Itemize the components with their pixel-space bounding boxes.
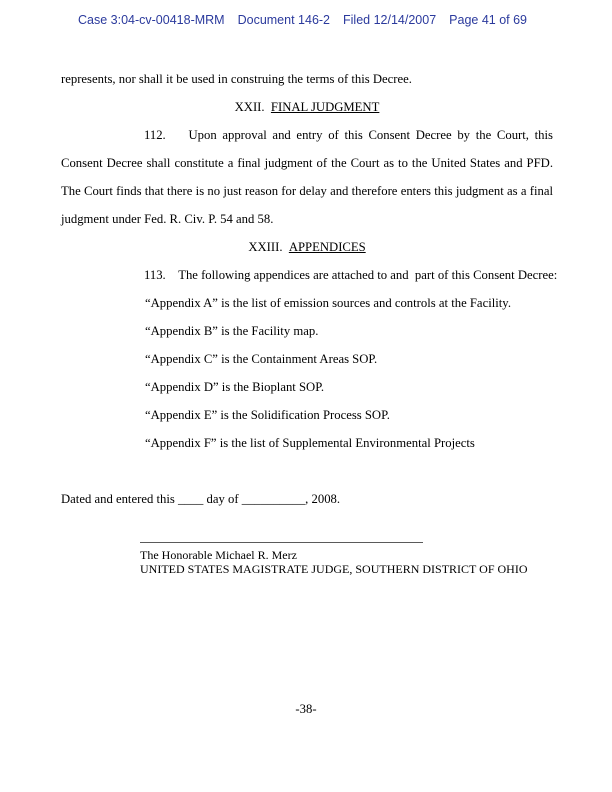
page-number: -38- xyxy=(295,702,317,716)
judge-name: The Honorable Michael R. Merz xyxy=(140,548,297,562)
section-number: XXII. xyxy=(234,100,265,114)
appendix-item: “Appendix E” is the Solidification Process SOP. xyxy=(145,408,390,422)
paragraph-113: 113. The following appendices are attached to and part of this Consent Decree: xyxy=(144,268,558,282)
section-title: APPENDICES xyxy=(288,240,366,254)
dated-line: Dated and entered this ____ day of __________, 2008. xyxy=(61,492,341,506)
spacer xyxy=(61,457,553,485)
header-document-number: Document 146-2 xyxy=(237,13,331,27)
intro-line: represents, nor shall it be used in construing the terms of this Decree. xyxy=(61,72,412,86)
header-filed-date: Filed 12/14/2007 xyxy=(343,13,437,27)
signature-line xyxy=(140,542,423,543)
section-heading-xxiii xyxy=(61,233,553,261)
appendix-item: “Appendix F” is the list of Supplemental Environmental Projects xyxy=(145,436,475,450)
section-title: FINAL JUDGMENT xyxy=(270,100,380,114)
header-page-count: Page 41 of 69 xyxy=(449,13,528,27)
paragraph-112: 112. Upon approval and entry of this Consent Decree by the Court, this Consent Decree shall constitute a final judgment of the Court as to the United States and PFD. The Court finds that there is no just reason for delay and therefore enters this judgment as a final judgment under Fed. R. Civ. P. 54 and 58. xyxy=(61,128,560,226)
header-case-number: Case 3:04-cv-00418-MRM xyxy=(78,13,225,27)
appendix-item: “Appendix C” is the Containment Areas SOP. xyxy=(145,352,378,366)
section-number: XXIII. xyxy=(248,240,283,254)
document-body xyxy=(61,65,560,513)
appendix-list xyxy=(61,289,553,457)
appendix-item: “Appendix B” is the Facility map. xyxy=(145,324,319,338)
judge-title: UNITED STATES MAGISTRATE JUDGE, SOUTHERN DISTRICT OF OHIO xyxy=(140,561,528,576)
appendix-item: “Appendix A” is the list of emission sources and controls at the Facility. xyxy=(145,296,511,310)
appendix-item: “Appendix D” is the Bioplant SOP. xyxy=(145,380,325,394)
section-heading-xxii xyxy=(61,93,553,121)
pacer-stamp-header xyxy=(78,13,527,27)
signature-block xyxy=(140,542,528,576)
